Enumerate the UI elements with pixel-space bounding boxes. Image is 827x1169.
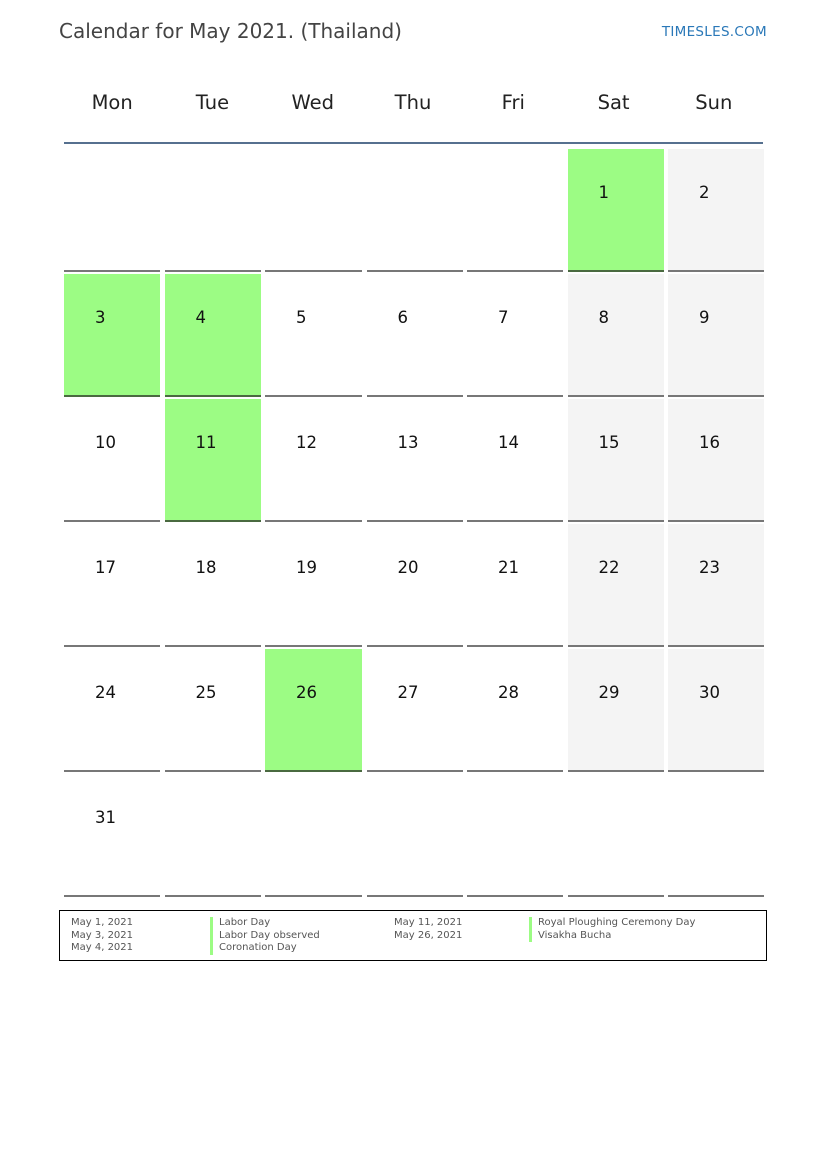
legend-dates-col-1 <box>71 917 133 955</box>
page-title: Calendar for May 2021. (Thailand) <box>59 19 402 43</box>
legend-names-col-1 <box>210 917 320 955</box>
day-number: 8 <box>598 308 609 327</box>
empty-day-cell <box>367 149 463 272</box>
day-cell[interactable] <box>367 524 463 647</box>
day-cell[interactable] <box>265 524 362 647</box>
calendar-week <box>64 399 763 524</box>
day-cell[interactable] <box>64 649 160 772</box>
day-number: 17 <box>95 558 116 577</box>
day-cell[interactable] <box>165 399 261 522</box>
day-number: 22 <box>598 558 620 577</box>
day-number: 15 <box>598 433 620 452</box>
day-number: 6 <box>397 308 408 327</box>
weekday-fri: Fri <box>501 91 525 114</box>
legend-date: May 11, 2021 <box>394 917 463 928</box>
empty-day-cell <box>64 149 160 272</box>
day-number: 1 <box>598 183 609 202</box>
legend-holiday-name: Visakha Bucha <box>529 930 695 943</box>
day-number: 27 <box>397 683 419 702</box>
day-cell[interactable] <box>568 149 664 272</box>
day-number: 24 <box>95 683 116 702</box>
empty-day-cell <box>467 149 563 272</box>
weekday-mon: Mon <box>91 91 133 114</box>
day-cell[interactable] <box>467 524 563 647</box>
calendar-week <box>64 149 763 274</box>
day-number: 18 <box>195 558 217 577</box>
legend-date: May 4, 2021 <box>71 942 134 953</box>
legend-date: May 1, 2021 <box>71 917 134 928</box>
day-cell[interactable] <box>668 399 764 522</box>
calendar-grid <box>64 149 763 899</box>
day-cell[interactable] <box>467 649 563 772</box>
day-number: 9 <box>699 308 710 327</box>
day-number: 20 <box>397 558 419 577</box>
weekday-header <box>62 88 764 118</box>
empty-day-cell <box>165 149 261 272</box>
day-cell[interactable] <box>668 274 764 397</box>
day-cell[interactable] <box>64 399 160 522</box>
day-cell[interactable] <box>165 274 261 397</box>
day-number: 30 <box>699 683 720 702</box>
day-cell[interactable] <box>265 274 362 397</box>
weekday-thu: Thu <box>394 91 432 114</box>
empty-day-cell <box>265 149 362 272</box>
day-number: 19 <box>296 558 317 577</box>
day-number: 31 <box>95 808 116 827</box>
day-number: 3 <box>95 308 106 327</box>
calendar-week <box>64 524 763 649</box>
day-cell[interactable] <box>165 524 261 647</box>
legend-dates-col-2 <box>394 917 462 942</box>
day-number: 2 <box>699 183 710 202</box>
day-number: 25 <box>195 683 217 702</box>
calendar-week <box>64 774 763 899</box>
day-cell[interactable] <box>367 399 463 522</box>
day-cell[interactable] <box>668 149 764 272</box>
day-cell[interactable] <box>367 649 463 772</box>
day-cell[interactable] <box>568 274 664 397</box>
day-number: 10 <box>95 433 116 452</box>
day-cell[interactable] <box>568 649 664 772</box>
day-cell[interactable] <box>668 649 764 772</box>
weekday-sat: Sat <box>597 91 630 114</box>
day-cell[interactable] <box>668 524 764 647</box>
day-cell[interactable] <box>64 524 160 647</box>
day-cell[interactable] <box>367 274 463 397</box>
empty-day-cell <box>568 774 664 897</box>
day-cell[interactable] <box>568 524 664 647</box>
day-number: 5 <box>296 308 307 327</box>
legend-holiday-name: Labor Day <box>210 917 320 930</box>
day-number: 23 <box>699 558 720 577</box>
site-link[interactable]: TIMESLES.COM <box>661 24 767 40</box>
day-number: 14 <box>498 433 519 452</box>
legend-date: May 26, 2021 <box>394 929 463 941</box>
empty-day-cell <box>367 774 463 897</box>
empty-day-cell <box>165 774 261 897</box>
weekday-wed: Wed <box>291 91 334 114</box>
day-number: 16 <box>699 433 720 452</box>
day-number: 7 <box>498 308 509 327</box>
weekday-sun: Sun <box>695 91 733 114</box>
day-cell[interactable] <box>64 274 160 397</box>
calendar-week <box>64 649 763 774</box>
day-number: 29 <box>598 683 620 702</box>
day-number: 28 <box>498 683 519 702</box>
day-cell[interactable] <box>265 649 362 772</box>
day-number: 13 <box>397 433 419 452</box>
day-number: 12 <box>296 433 317 452</box>
legend-date: May 3, 2021 <box>71 929 134 941</box>
day-cell[interactable] <box>467 399 563 522</box>
legend-names-col-2 <box>529 917 695 942</box>
day-cell[interactable] <box>265 399 362 522</box>
header-divider <box>64 142 763 144</box>
day-cell[interactable] <box>64 774 160 897</box>
empty-day-cell <box>668 774 764 897</box>
legend-holiday-name: Labor Day observed <box>210 930 320 943</box>
legend-holiday-name: Royal Ploughing Ceremony Day <box>529 917 695 930</box>
calendar-week <box>64 274 763 399</box>
day-cell[interactable] <box>165 649 261 772</box>
legend-holiday-name: Coronation Day <box>210 942 320 955</box>
day-number: 4 <box>195 308 206 327</box>
day-number: 21 <box>498 558 519 577</box>
weekday-tue: Tue <box>195 91 230 114</box>
day-number: 26 <box>296 683 317 702</box>
empty-day-cell <box>467 774 563 897</box>
empty-day-cell <box>265 774 362 897</box>
holiday-legend <box>59 910 767 961</box>
day-cell[interactable] <box>467 274 563 397</box>
day-cell[interactable] <box>568 399 664 522</box>
day-number: 11 <box>195 433 217 452</box>
